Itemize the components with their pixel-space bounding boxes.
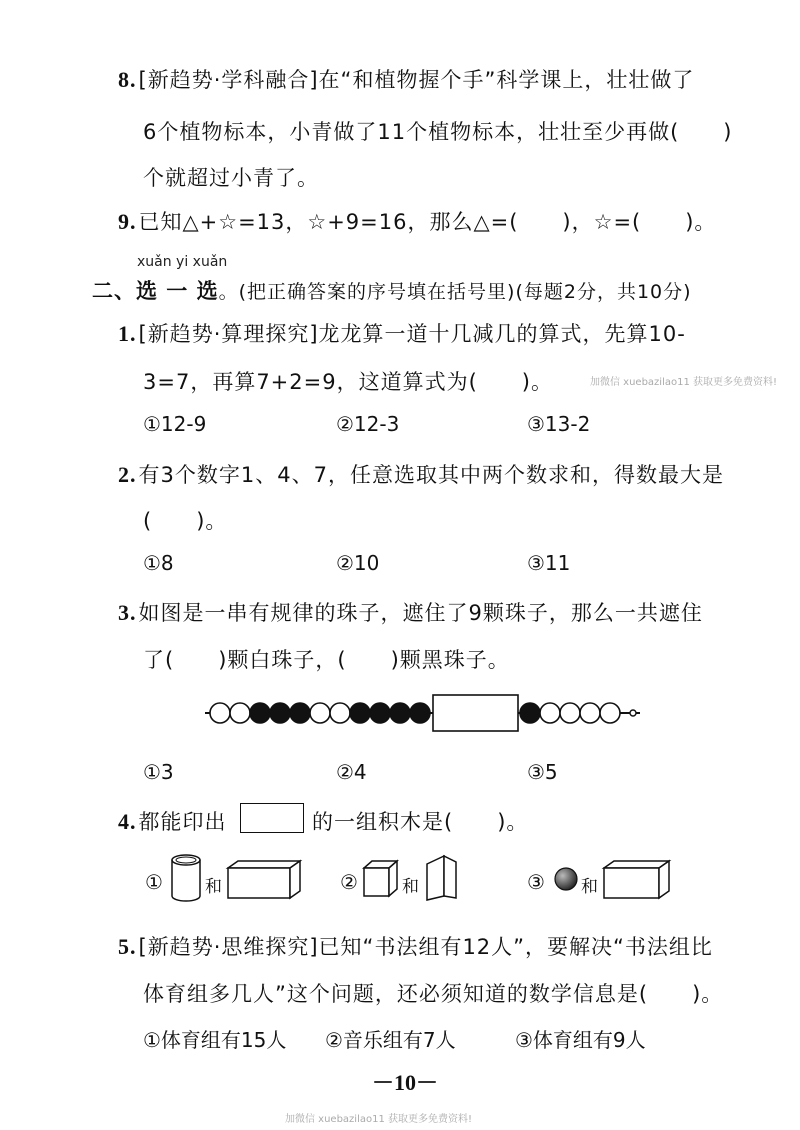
section2-title: 二、选 一 选 xyxy=(92,279,219,303)
q8-line2: 6个植物标本，小青做了11个植物标本，壮壮至少再做( ) xyxy=(143,120,733,144)
rectangle-print-shape xyxy=(240,803,304,833)
c1-line2: 3=7，再算7+2=9，这道算式为( )。 xyxy=(143,370,553,394)
black-bead xyxy=(250,703,270,723)
cover-box xyxy=(433,695,518,731)
c4-option-1-label: ① xyxy=(145,870,163,894)
white-bead xyxy=(330,703,350,723)
black-bead xyxy=(350,703,370,723)
white-bead xyxy=(580,703,600,723)
page-number: －10－ xyxy=(372,1070,439,1095)
c2-option-3: ③11 xyxy=(527,551,571,575)
c3-line1: 3.如图是一串有规律的珠子，遮住了9颗珠子，那么一共遮住 xyxy=(118,600,703,625)
cuboid-block-1 xyxy=(225,858,305,902)
c2-option-2: ②10 xyxy=(336,551,380,575)
c2-option-1: ①8 xyxy=(143,551,174,575)
c4-and-2: 和 xyxy=(402,877,419,897)
black-bead xyxy=(520,703,540,723)
c4-option-3-label: ③ xyxy=(527,870,545,894)
c3-option-1: ①3 xyxy=(143,760,174,784)
prism-block xyxy=(422,852,462,904)
bead-string-figure xyxy=(200,688,650,738)
white-bead xyxy=(540,703,560,723)
c1-option-1: ①12-9 xyxy=(143,412,207,436)
c1-line1: 1.[新趋势·算理探究]龙龙算一道十几减几的算式，先算10- xyxy=(118,321,686,346)
white-bead xyxy=(600,703,620,723)
q8-line1: 8.[新趋势·学科融合]在“和植物握个手”科学课上，壮壮做了 xyxy=(118,67,695,92)
cube-block xyxy=(361,858,401,902)
black-bead xyxy=(370,703,390,723)
c5-option-3: ③体育组有9人 xyxy=(515,1028,646,1052)
wire-end xyxy=(630,710,636,716)
section2-header xyxy=(92,275,692,305)
c2-line1: 2.有3个数字1、4、7，任意选取其中两个数求和，得数最大是 xyxy=(118,462,724,487)
section2-instruction: 。(把正确答案的序号填在括号里)(每题2分，共10分) xyxy=(218,281,692,303)
c2-line2: ( )。 xyxy=(143,509,228,533)
c5-option-1: ①体育组有15人 xyxy=(143,1028,287,1052)
c1-option-3: ③13-2 xyxy=(527,412,591,436)
white-bead xyxy=(230,703,250,723)
q8-line3: 个就超过小青了。 xyxy=(143,166,319,190)
cuboid-block-2 xyxy=(601,858,673,902)
sphere-block xyxy=(553,866,579,892)
white-bead xyxy=(210,703,230,723)
c5-line1: 5.[新趋势·思维探究]已知“书法组有12人”，要解决“书法组比 xyxy=(118,934,713,959)
white-bead xyxy=(310,703,330,723)
q9-line: 9.已知△+☆=13，☆+9=16，那么△=( )，☆=( )。 xyxy=(118,209,717,234)
section2-pinyin: xuǎn yi xuǎn xyxy=(137,254,228,270)
c3-option-2: ②4 xyxy=(336,760,367,784)
bottom-watermark: 加微信 xuebazilao11 获取更多免费资料! xyxy=(285,1114,473,1125)
black-bead xyxy=(410,703,430,723)
black-bead xyxy=(390,703,410,723)
c5-option-2: ②音乐组有7人 xyxy=(325,1028,456,1052)
c4-line-post: 的一组积木是( )。 xyxy=(312,810,529,834)
c3-option-3: ③5 xyxy=(527,760,558,784)
c4-option-2-label: ② xyxy=(340,870,358,894)
black-bead xyxy=(270,703,290,723)
black-bead xyxy=(290,703,310,723)
white-bead xyxy=(560,703,580,723)
c4-line: 4.都能印出 xyxy=(118,809,227,834)
c4-and-3: 和 xyxy=(581,877,598,897)
c5-line2: 体育组多几人”这个问题，还必须知道的数学信息是( )。 xyxy=(143,982,724,1006)
c3-line2: 了( )颗白珠子，( )颗黑珠子。 xyxy=(143,648,510,672)
side-watermark: 加微信 xuebazilao11 获取更多免费资料! xyxy=(590,377,778,388)
cylinder-block xyxy=(168,852,208,904)
c1-option-2: ②12-3 xyxy=(336,412,400,436)
c4-and-1: 和 xyxy=(205,877,222,897)
